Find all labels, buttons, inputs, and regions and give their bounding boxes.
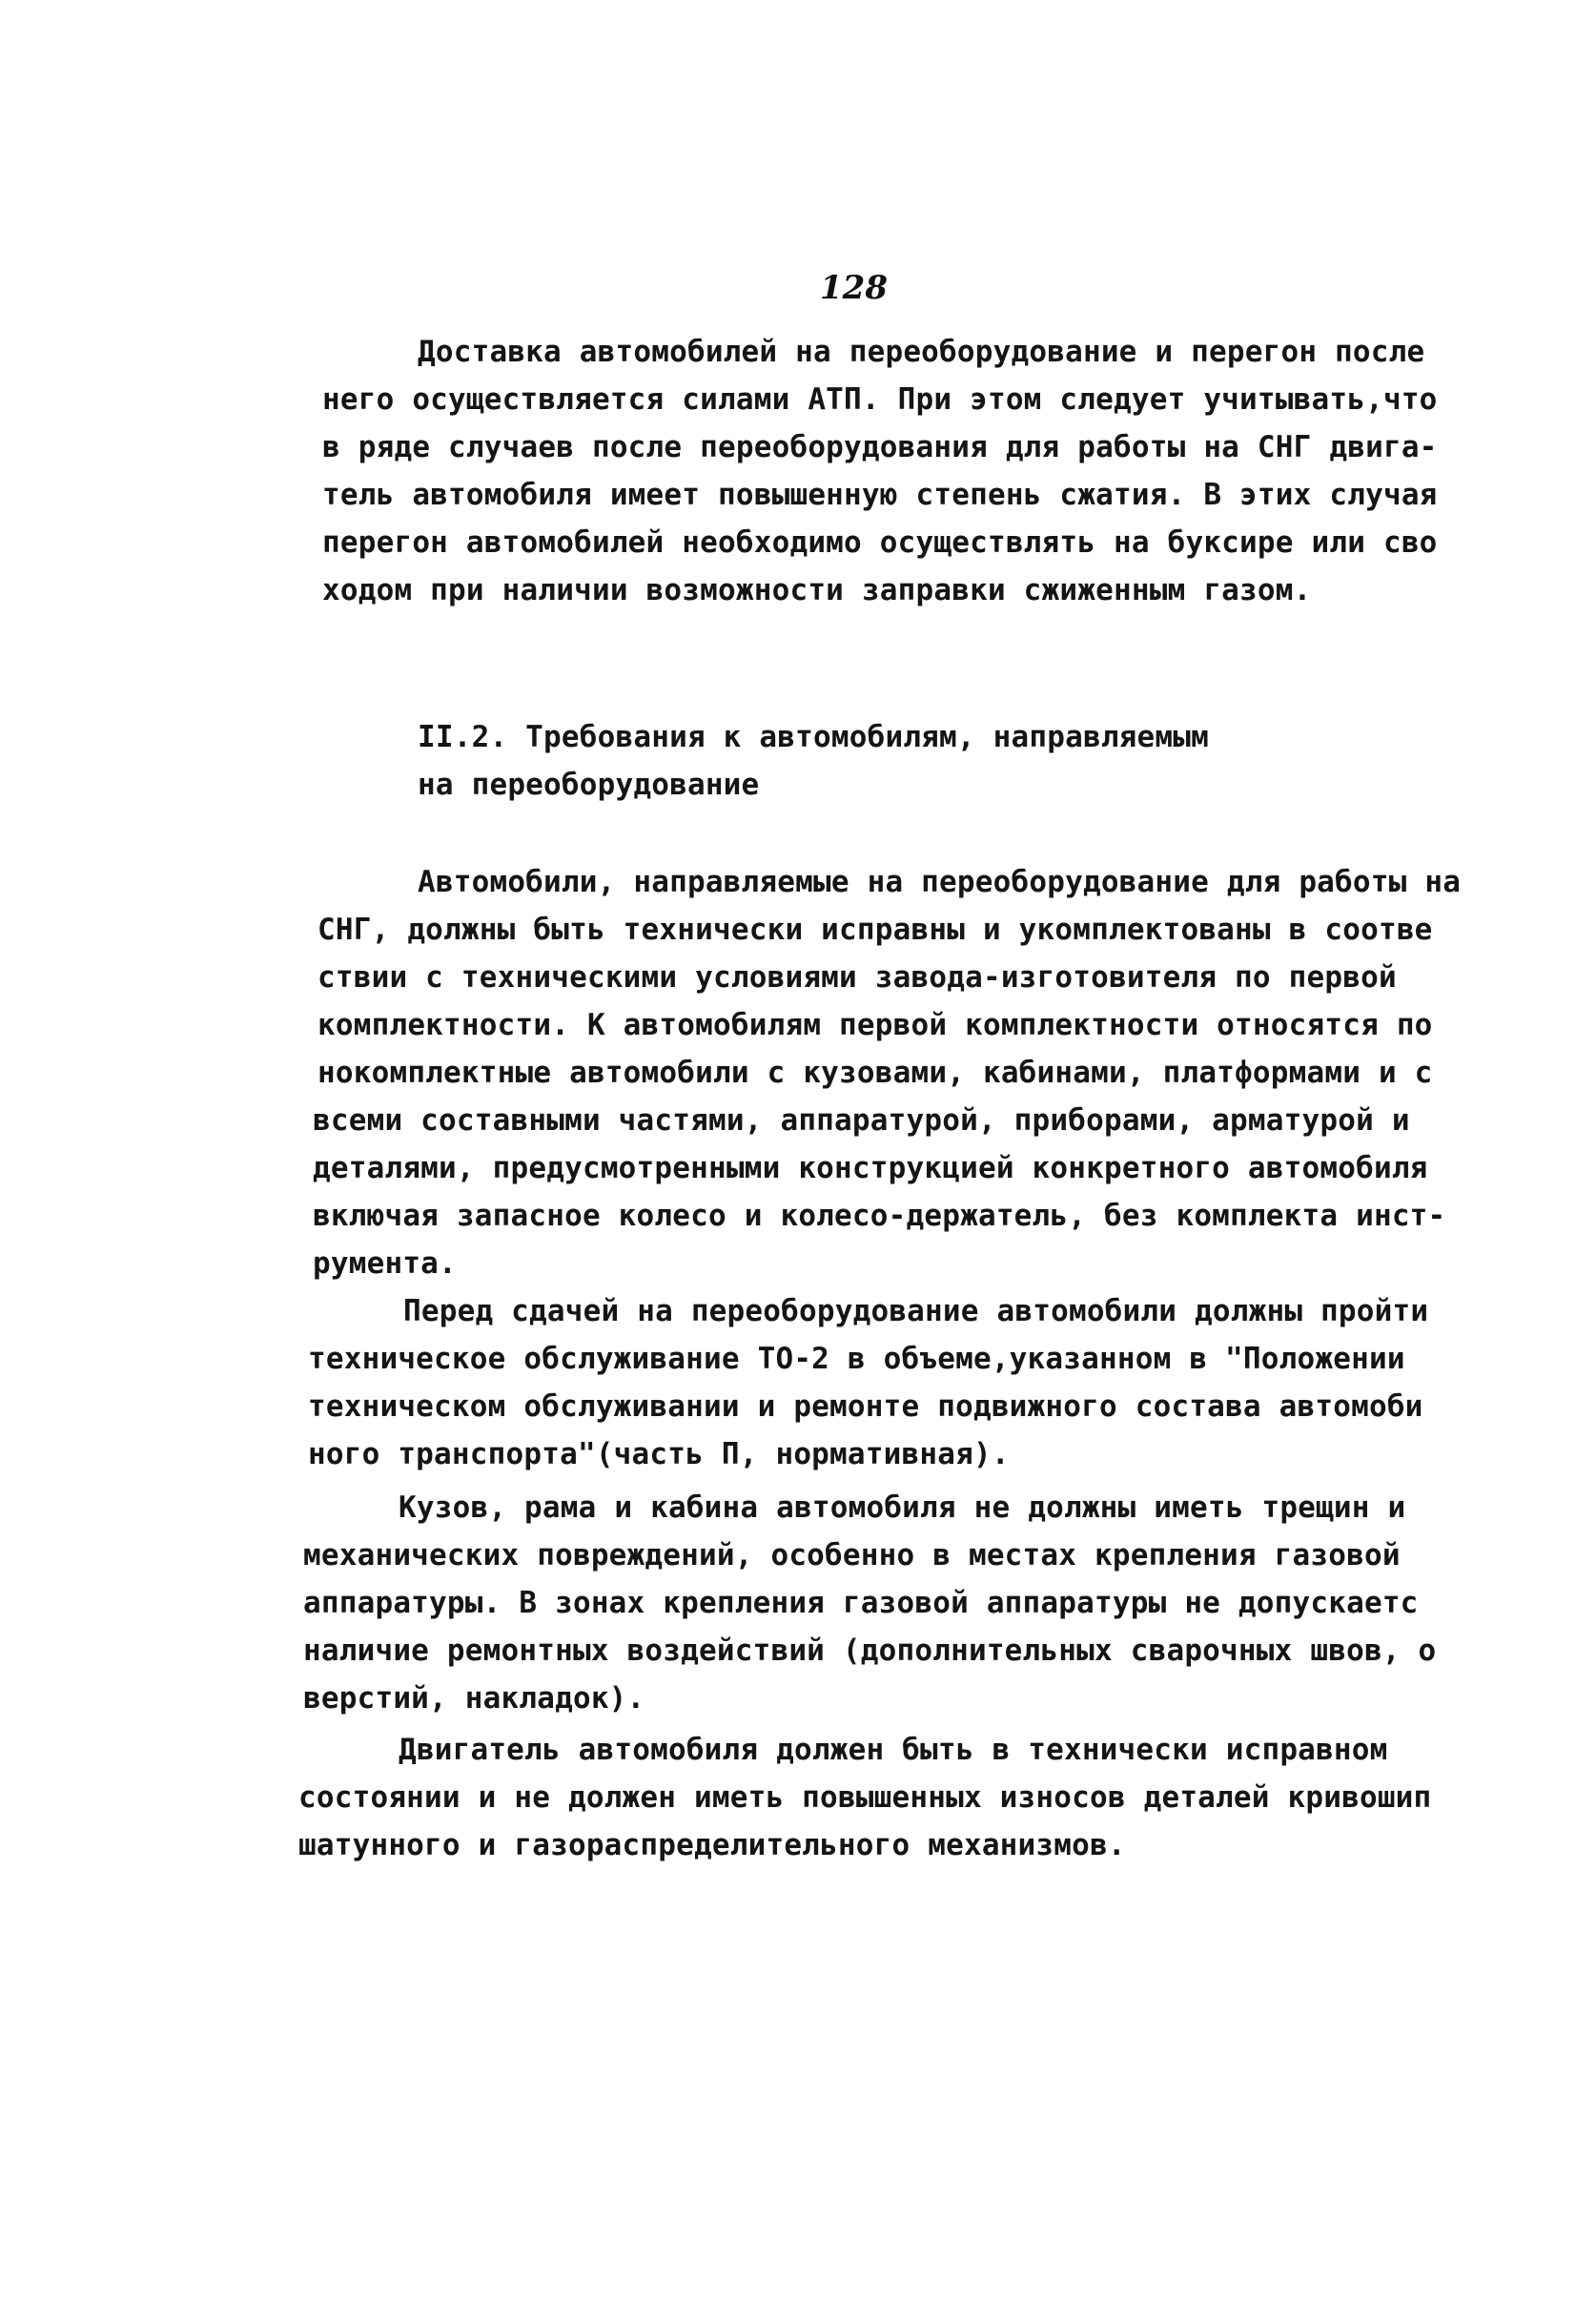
text-line: включая запасное колесо и колесо-держатель, без комплекта инст- bbox=[313, 1199, 1446, 1233]
text-line: ного транспорта"(часть П, нормативная). bbox=[308, 1437, 1010, 1471]
text-line: верстий, накладок). bbox=[303, 1681, 645, 1716]
text-line: СНГ, должны быть технически исправны и укомплектованы в соотве bbox=[317, 913, 1433, 947]
text-line: ходом при наличии возможности заправки сжиженным газом. bbox=[322, 573, 1312, 607]
heading-line: II.2. Требования к автомобилям, направляемым bbox=[418, 720, 1209, 754]
text-line: техническом обслуживании и ремонте подвижного состава автомоби bbox=[308, 1389, 1423, 1424]
text-line: механических повреждений, особенно в местах крепления газовой bbox=[303, 1538, 1401, 1572]
text-line: деталями, предусмотренными конструкцией конкретного автомобиля bbox=[313, 1151, 1428, 1185]
text-line: румента. bbox=[313, 1246, 457, 1281]
text-line: него осуществляется силами АТП. При этом следует учитывать,что bbox=[322, 382, 1438, 417]
text-line: всеми составными частями, аппаратурой, приборами, арматурой и bbox=[313, 1103, 1410, 1138]
text-line: ствии с техническими условиями завода-изготовителя по первой bbox=[317, 960, 1397, 995]
text-line: Двигатель автомобиля должен быть в технически исправном bbox=[399, 1733, 1388, 1767]
text-line: аппаратуры. В зонах крепления газовой аппаратуры не допускаетс bbox=[303, 1586, 1419, 1620]
text-line: Перед сдачей на переоборудование автомобили должны пройти bbox=[403, 1294, 1429, 1328]
text-line: в ряде случаев после переоборудования для работы на СНГ двига- bbox=[322, 430, 1438, 464]
text-line: тель автомобиля имеет повышенную степень сжатия. В этих случая bbox=[322, 478, 1438, 512]
text-line: Доставка автомобилей на переоборудование и перегон после bbox=[418, 335, 1425, 369]
heading-line: на переоборудование bbox=[418, 768, 760, 802]
text-line: состоянии и не должен иметь повышенных износов деталей кривошип bbox=[298, 1780, 1432, 1815]
page-number: 128 bbox=[820, 269, 888, 307]
text-line: Автомобили, направляемые на переоборудование для работы на bbox=[418, 865, 1462, 899]
text-line: нокомплектные автомобили с кузовами, кабинами, платформами и с bbox=[317, 1056, 1433, 1090]
text-line: техническое обслуживание ТО-2 в объеме,указанном в "Положении bbox=[308, 1342, 1405, 1376]
text-line: наличие ремонтных воздействий (дополнительных сварочных швов, о bbox=[303, 1634, 1437, 1668]
text-line: комплектности. К автомобилям первой комплектности относятся по bbox=[317, 1008, 1433, 1042]
text-line: перегон автомобилей необходимо осуществлять на буксире или сво bbox=[322, 525, 1438, 560]
text-line: Кузов, рама и кабина автомобиля не должны иметь трещин и bbox=[399, 1490, 1406, 1525]
text-line: шатунного и газораспределительного механизмов. bbox=[298, 1828, 1126, 1862]
